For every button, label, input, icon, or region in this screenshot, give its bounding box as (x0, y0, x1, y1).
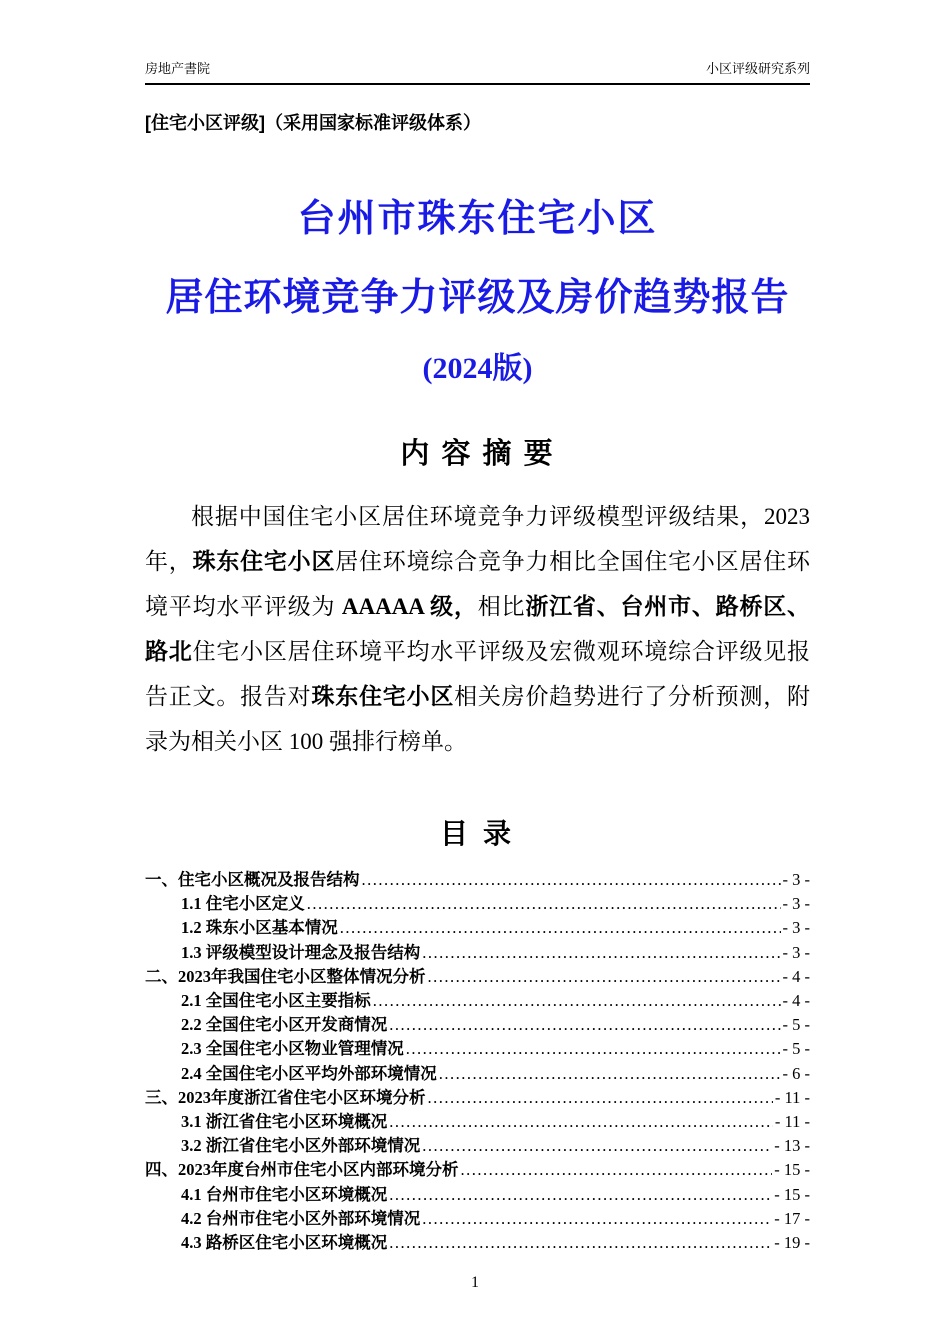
toc-item-page: - 5 - (782, 1039, 810, 1059)
toc-item (145, 1037, 810, 1061)
toc-dot-leader (389, 1183, 772, 1207)
toc-item-page: - 4 - (782, 966, 810, 986)
toc-list (145, 868, 810, 1255)
toc-item-label: 2.2 全国住宅小区开发商情况 (181, 1015, 388, 1035)
toc-item-label: 二、2023年我国住宅小区整体情况分析 (145, 966, 426, 986)
toc-item-page: - 5 - (782, 1015, 810, 1035)
summary-segment: 根据中国住宅小区居住环境竞争力评级模型评级结果，2023 年， (145, 504, 810, 574)
toc-dot-leader (422, 941, 780, 965)
header-right-text: 小区评级研究系列 (705, 61, 810, 76)
report-title-line2: 居住环境竞争力评级及房价趋势报告 (165, 277, 790, 319)
toc-item-label: 4.1 台州市住宅小区环境概况 (181, 1184, 388, 1204)
toc-item-page: - 11 - (774, 1087, 810, 1107)
toc-item (145, 1158, 810, 1182)
toc-item-page: - 13 - (774, 1136, 810, 1156)
summary-segment: 珠东住宅小区 (311, 684, 455, 709)
toc-dot-leader (422, 1134, 772, 1158)
toc-dot-leader (406, 1037, 781, 1061)
toc-item-page: - 3 - (782, 942, 810, 962)
toc-item-page: - 17 - (774, 1208, 810, 1228)
toc-item-label: 2.4 全国住宅小区平均外部环境情况 (181, 1063, 437, 1083)
toc-dot-leader (362, 868, 781, 892)
page-footer (0, 1274, 950, 1292)
toc-item (145, 916, 810, 940)
toc-item-page: - 15 - (774, 1160, 810, 1180)
summary-segment: 相关房价趋势进行了分析预测，附录为相关小区 100 强排行榜单。 (145, 684, 811, 754)
toc-item-label: 2.1 全国住宅小区主要指标 (181, 991, 371, 1011)
toc-item-page: - 11 - (774, 1112, 810, 1132)
summary-paragraph (145, 494, 810, 764)
toc-dot-leader (373, 989, 781, 1013)
toc-dot-leader (428, 965, 781, 989)
toc-item-label: 3.2 浙江省住宅小区外部环境情况 (181, 1136, 421, 1156)
header-left-text: 房地产書院 (145, 61, 211, 76)
page-number: 1 (471, 1274, 479, 1291)
toc-dot-leader (439, 1062, 781, 1086)
toc-item (145, 1134, 810, 1158)
toc-item-label: 2.3 全国住宅小区物业管理情况 (181, 1039, 404, 1059)
toc-dot-leader (461, 1158, 773, 1182)
toc-item (145, 1110, 810, 1134)
toc-item-page: - 19 - (774, 1233, 810, 1253)
summary-segment: 居住环境综合竞争力相比全国住宅小区居住环境平均水平评级为 (145, 549, 811, 619)
toc-item-label: 4.3 路桥区住宅小区环境概况 (181, 1233, 388, 1253)
summary-heading: 内 容 摘 要 (400, 438, 555, 470)
report-title-line1: 台州市珠东住宅小区 (297, 198, 658, 240)
toc-item (145, 1013, 810, 1037)
toc-item (145, 868, 810, 892)
toc-item-label: 1.3 评级模型设计理念及报告结构 (181, 942, 421, 962)
toc-item (145, 1062, 810, 1086)
toc-dot-leader (389, 1013, 780, 1037)
toc-item (145, 1086, 810, 1110)
rating-tag-line: [住宅小区评级]（采用国家标准评级体系） (145, 113, 481, 133)
summary-segment: AAAAA 级， (341, 594, 478, 619)
toc-item (145, 1183, 810, 1207)
summary-segment: 珠东住宅小区 (192, 549, 336, 574)
toc-item-label: 3.1 浙江省住宅小区环境概况 (181, 1112, 388, 1132)
toc-item (145, 1231, 810, 1255)
summary-segment: 相比 (477, 594, 526, 619)
toc-item (145, 941, 810, 965)
toc-item-label: 1.1 住宅小区定义 (181, 894, 305, 914)
summary-segment: 浙江省、台州市、路桥区、路北 (145, 594, 811, 664)
report-title (145, 187, 810, 387)
toc-item-label: 三、2023年度浙江省住宅小区环境分析 (145, 1087, 426, 1107)
toc-heading: 目 录 (439, 819, 515, 850)
toc-dot-leader (389, 1110, 773, 1134)
report-title-edition: (2024版) (422, 352, 533, 385)
toc-item-page: - 3 - (782, 894, 810, 914)
toc-dot-leader (428, 1086, 773, 1110)
toc-dot-leader (422, 1207, 772, 1231)
toc-dot-leader (307, 892, 781, 916)
toc-item-page: - 4 - (782, 991, 810, 1011)
toc-dot-leader (389, 1231, 772, 1255)
toc-item-label: 一、住宅小区概况及报告结构 (145, 870, 360, 889)
toc-item-label: 1.2 珠东小区基本情况 (181, 918, 338, 938)
page-header (145, 58, 810, 85)
toc-item-label: 4.2 台州市住宅小区外部环境情况 (181, 1208, 421, 1228)
toc-item (145, 1207, 810, 1231)
toc-item (145, 892, 810, 916)
toc-item (145, 989, 810, 1013)
toc-item-page: - 3 - (782, 870, 810, 889)
toc-dot-leader (340, 916, 781, 940)
toc-item-page: - 3 - (782, 918, 810, 938)
toc-item (145, 965, 810, 989)
toc-item-page: - 6 - (782, 1063, 810, 1083)
toc-item-page: - 15 - (774, 1184, 810, 1204)
summary-segment: 住宅小区居住环境平均水平评级及宏微观环境综合评级见报告正文。报告对 (145, 639, 811, 709)
toc-item-label: 四、2023年度台州市住宅小区内部环境分析 (145, 1160, 459, 1180)
